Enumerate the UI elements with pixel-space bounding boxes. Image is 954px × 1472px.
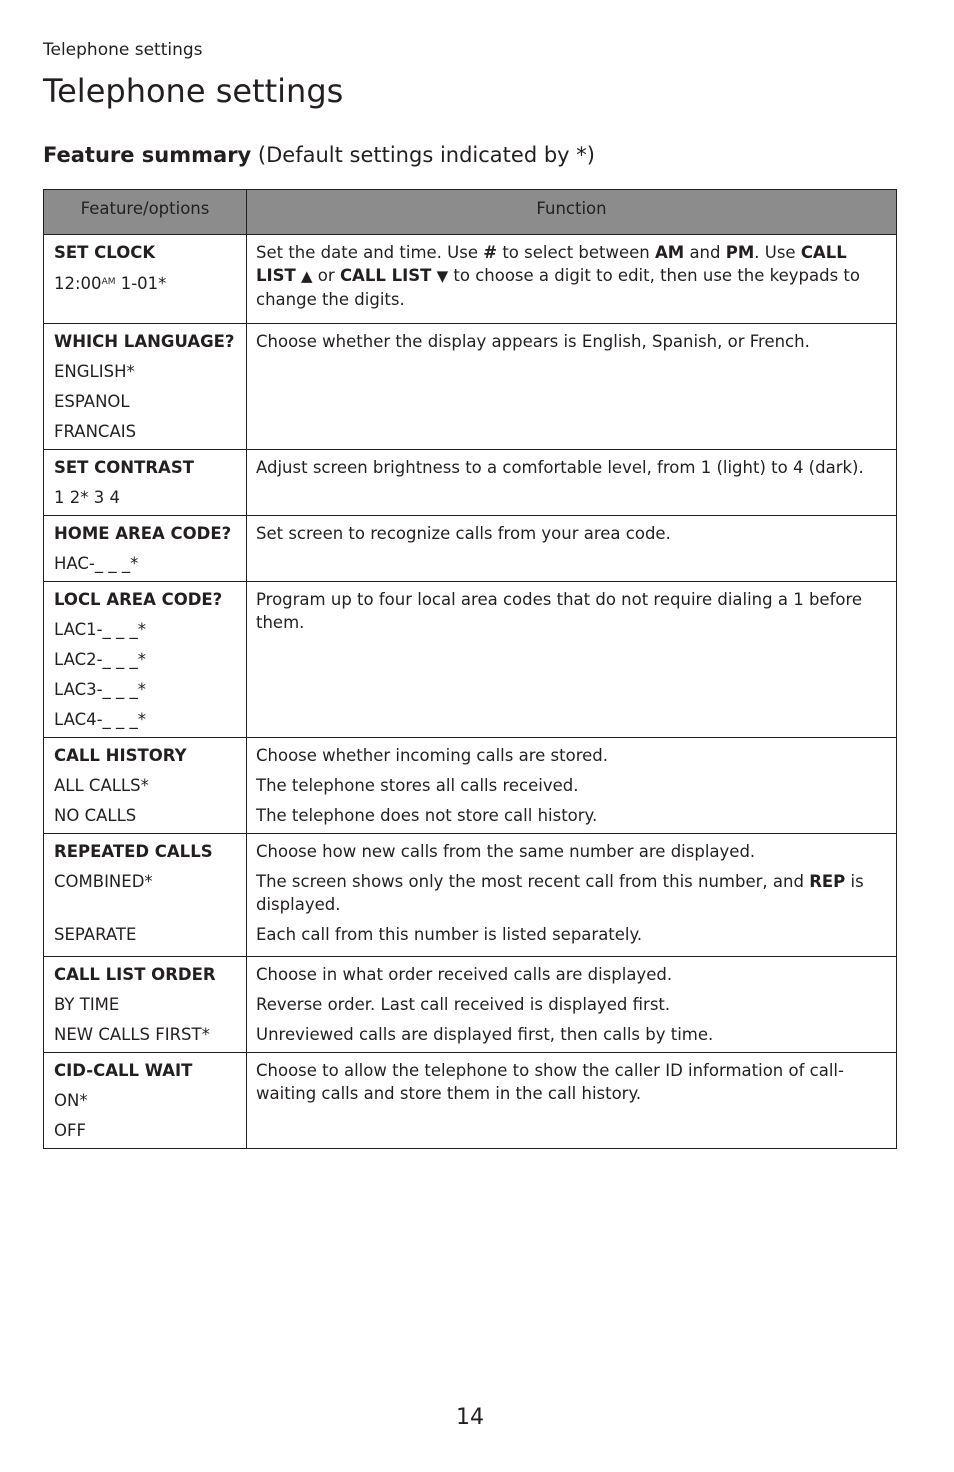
function-text: Choose in what order received calls are displayed. <box>256 965 673 984</box>
option: LAC1-_ _ _* <box>54 620 147 639</box>
table-row <box>44 834 897 957</box>
table-row <box>44 324 897 450</box>
feature-name: CALL HISTORY <box>54 746 187 765</box>
section-heading-bold: Feature summary <box>43 143 252 167</box>
table-row <box>44 516 897 582</box>
option: 1 2* 3 4 <box>54 488 120 507</box>
function-text: Set the date and time. Use # to select between AM and PM. Use CALL LIST ▲ or CALL LIST ▼ to choose a digit to edit, then use the keypads to change the digits. <box>256 243 860 309</box>
function-cell <box>247 834 897 957</box>
feature-name: SET CONTRAST <box>54 458 194 477</box>
header-function: Function <box>247 190 897 235</box>
function-text: Adjust screen brightness to a comfortable level, from 1 (light) to 4 (dark). <box>256 458 864 477</box>
option: ON* <box>54 1091 88 1110</box>
table-header-row <box>44 190 897 235</box>
feature-summary-table <box>43 189 897 1149</box>
down-triangle-icon: ▼ <box>431 267 449 285</box>
feature-name: LOCL AREA CODE? <box>54 590 223 609</box>
feature-cell <box>44 235 247 324</box>
table-row <box>44 1053 897 1149</box>
feature-name: SET CLOCK <box>54 243 156 262</box>
section-heading-note: (Default settings indicated by *) <box>251 143 595 167</box>
feature-name: HOME AREA CODE? <box>54 524 232 543</box>
page-title: Telephone settings <box>43 72 344 110</box>
option: COMBINED* <box>54 872 153 891</box>
function-cell <box>247 582 897 738</box>
feature-cell <box>44 738 247 834</box>
function-cell <box>247 1053 897 1149</box>
function-text: The telephone does not store call history. <box>256 806 598 825</box>
feature-name: REPEATED CALLS <box>54 842 213 861</box>
function-text: Each call from this number is listed separately. <box>256 925 643 944</box>
option: LAC2-_ _ _* <box>54 650 147 669</box>
feature-cell <box>44 957 247 1053</box>
feature-name: WHICH LANGUAGE? <box>54 332 235 351</box>
function-text: The telephone stores all calls received. <box>256 776 579 795</box>
option: OFF <box>54 1121 86 1140</box>
option: FRANCAIS <box>54 422 137 441</box>
function-text: Choose to allow the telephone to show the caller ID information of call-waiting calls and store them in the call history. <box>256 1061 844 1103</box>
option: LAC4-_ _ _* <box>54 710 147 729</box>
table-row <box>44 957 897 1053</box>
option: SEPARATE <box>54 925 137 944</box>
feature-cell <box>44 324 247 450</box>
function-text: Choose whether the display appears is English, Spanish, or French. <box>256 332 810 351</box>
function-cell <box>247 738 897 834</box>
option: LAC3-_ _ _* <box>54 680 147 699</box>
table-row <box>44 235 897 324</box>
option: ENGLISH* <box>54 362 135 381</box>
feature-cell <box>44 1053 247 1149</box>
option: ESPANOL <box>54 392 130 411</box>
header-feature-options: Feature/options <box>44 190 247 235</box>
function-text: Set screen to recognize calls from your area code. <box>256 524 671 543</box>
option: BY TIME <box>54 995 120 1014</box>
section-heading <box>43 143 595 167</box>
table-row <box>44 582 897 738</box>
feature-cell <box>44 582 247 738</box>
function-text: Unreviewed calls are displayed first, then calls by time. <box>256 1025 714 1044</box>
option: $12:00^{AM}$ 1-01* <box>54 274 167 293</box>
function-cell <box>247 324 897 450</box>
up-triangle-icon: ▲ <box>295 267 313 285</box>
function-text: The screen shows only the most recent call from this number, and REP is displayed. <box>256 872 864 914</box>
function-text: Choose whether incoming calls are stored. <box>256 746 608 765</box>
feature-cell <box>44 834 247 957</box>
function-cell <box>247 235 897 324</box>
table-row <box>44 450 897 516</box>
table-row <box>44 738 897 834</box>
option: NEW CALLS FIRST* <box>54 1025 210 1044</box>
option: ALL CALLS* <box>54 776 149 795</box>
running-head: Telephone settings <box>43 40 203 60</box>
function-cell <box>247 450 897 516</box>
feature-cell <box>44 516 247 582</box>
function-text: Choose how new calls from the same number are displayed. <box>256 842 756 861</box>
feature-name: CID-CALL WAIT <box>54 1061 193 1080</box>
option: HAC-_ _ _* <box>54 554 139 573</box>
feature-name: CALL LIST ORDER <box>54 965 216 984</box>
option: NO CALLS <box>54 806 137 825</box>
function-text: Reverse order. Last call received is displayed first. <box>256 995 671 1014</box>
function-text: Program up to four local area codes that do not require dialing a 1 before them. <box>256 590 863 632</box>
page-number: 14 <box>456 1405 484 1430</box>
function-cell <box>247 957 897 1053</box>
function-cell <box>247 516 897 582</box>
feature-cell <box>44 450 247 516</box>
